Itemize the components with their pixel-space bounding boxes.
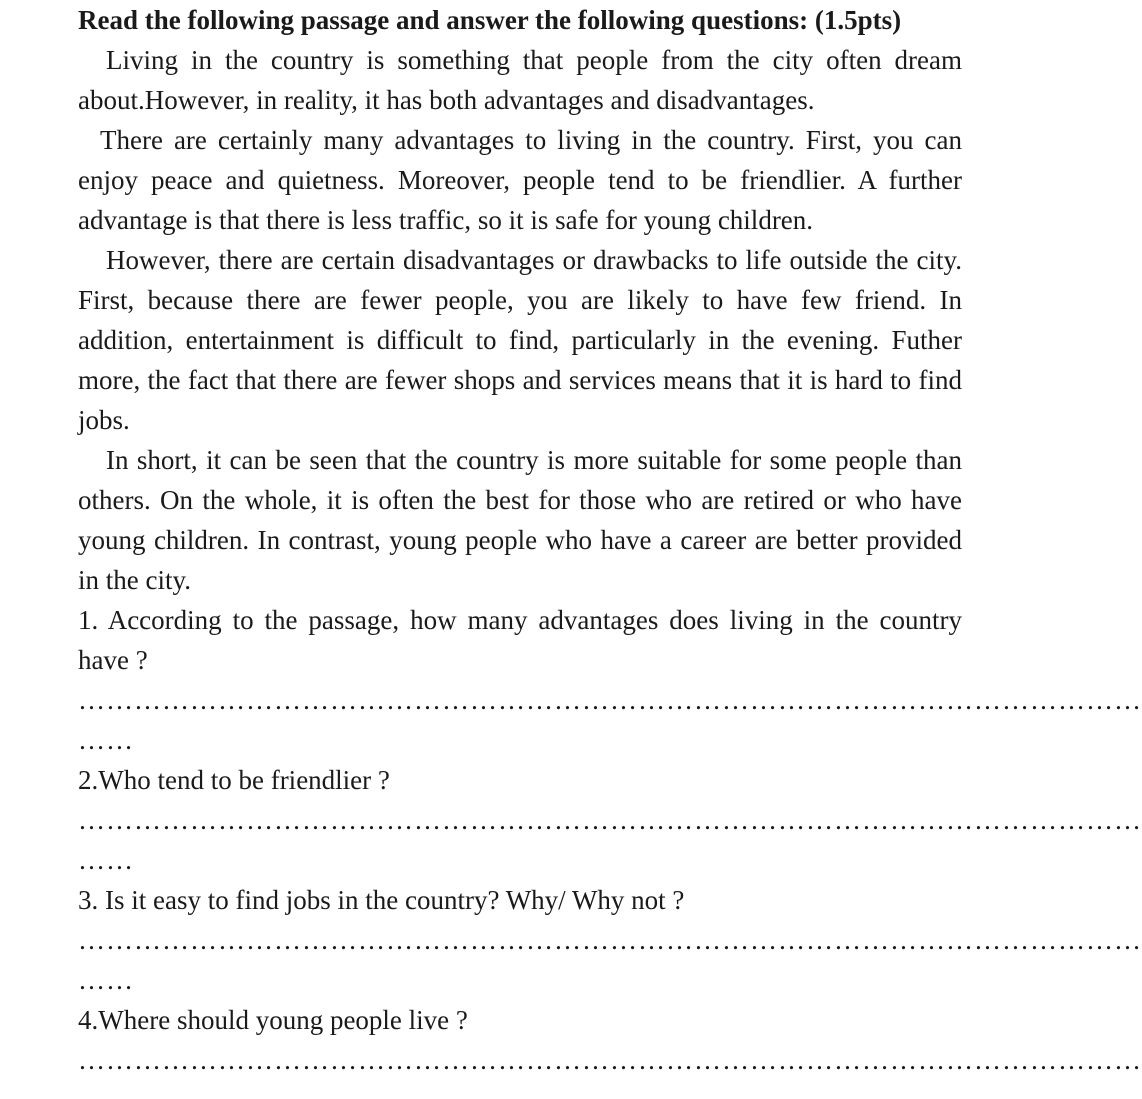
question-3: 3. Is it easy to find jobs in the country? Why/ Why not ? [78, 885, 685, 915]
answer-line-4: …………………………………………………………………………………………………… [78, 1045, 1142, 1075]
passage-paragraph-2: There are certainly many advantages to living in the country. First, you can enjoy peace and quietness. Moreover, people tend to be friendlier. A further advantage is that there is less traffic, so it is safe for young children. [78, 125, 962, 235]
answer-tail-1: …… [78, 725, 134, 755]
question-2: 2.Who tend to be friendlier ? [78, 765, 390, 795]
answer-line-1: …………………………………………………………………………………………………… [78, 685, 1142, 715]
answer-tail-3: …… [78, 965, 134, 995]
instructions-heading: Read the following passage and answer the following questions: (1.5pts) [78, 5, 902, 35]
worksheet [78, 0, 1142, 1080]
question-1: 1. According to the passage, how many advantages does living in the country have ? [78, 605, 962, 675]
answer-tail-2: …… [78, 845, 134, 875]
question-4: 4.Where should young people live ? [78, 1005, 468, 1035]
passage-paragraph-3: However, there are certain disadvantages or drawbacks to life outside the city. First, because there are fewer people, you are likely to have few friend. In addition, entertainment is difficult to find, particularly in the evening. Futher more, the fact that there are fewer shops and services means that it is hard to find jobs. [78, 245, 962, 435]
passage-paragraph-1: Living in the country is something that people from the city often dream about.However, in reality, it has both advantages and disadvantages. [78, 45, 962, 115]
passage-paragraph-4: In short, it can be seen that the country is more suitable for some people than others. On the whole, it is often the best for those who are retired or who have young children. In contrast, young people who have a career are better provided in the city. [78, 445, 962, 595]
answer-line-2: …………………………………………………………………………………………………… [78, 805, 1142, 835]
answer-line-3: …………………………………………………………………………………………………… [78, 925, 1142, 955]
